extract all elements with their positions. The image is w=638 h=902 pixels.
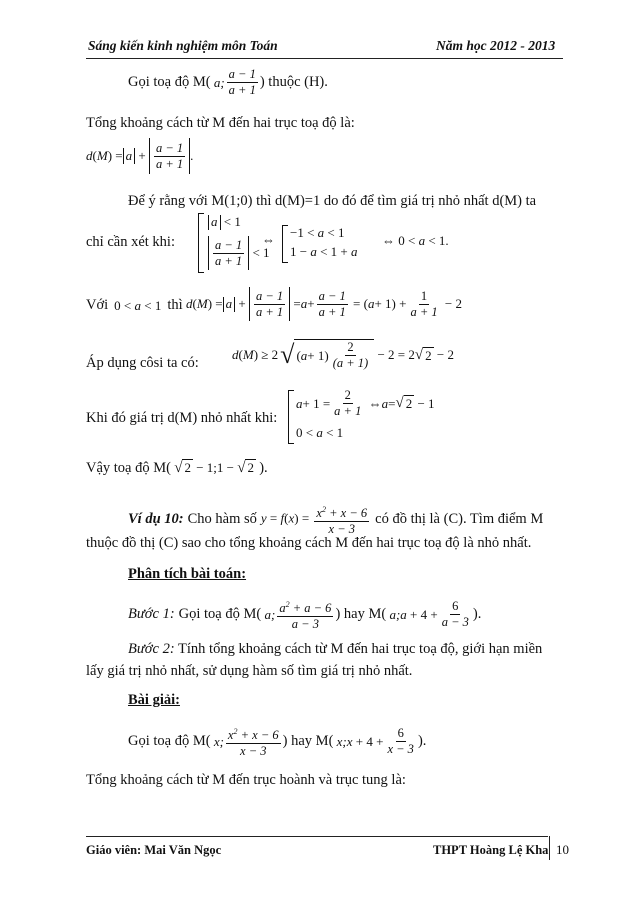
sol1-text: Gọi toạ độ M(: [128, 733, 211, 750]
system-row1: a < 1: [208, 214, 241, 230]
sol1-math2: x;x + 4 +: [333, 733, 384, 749]
min-row1: a + 1 = $\frac{2}{a + 1}$ ⇔ a = √ 2 − 1: [296, 388, 435, 418]
sol1-hay: ) hay M(: [282, 733, 334, 750]
min-row2: 0 < a < 1: [296, 425, 344, 440]
footer-divider: [549, 836, 550, 860]
solution-1: Gọi toạ độ M( x; $\frac{x^2 + x - 6}{x - 3}$ ) hay M( x;x + 4 + $\frac{6}{x - 3}$ ).: [128, 724, 426, 759]
footer-left: Giáo viên: Mai Văn Ngọc: [86, 843, 222, 857]
paragraph-result: [86, 460, 268, 477]
step-2: [128, 641, 542, 658]
with-cond: 0 < a < 1: [114, 297, 162, 313]
paragraph-min: Khi đó giá trị d(M) nhỏ nhất khi:: [86, 410, 278, 426]
step1-text: Gọi toạ độ M(: [178, 606, 262, 623]
footer-rule: [86, 836, 548, 837]
step2-text: Tính tổng khoảng cách từ M đến hai trục toạ độ, giới hạn miền: [178, 641, 543, 657]
sol1-end: ).: [417, 733, 427, 750]
solution-2: Tổng khoảng cách từ M đến trục hoành và trục tung là:: [86, 772, 406, 788]
equiv-1: ⇔: [262, 232, 275, 247]
paragraph-note: Để ý rằng với M(1;0) thì d(M)=1 do đó để tìm giá trị nhỏ nhất d(M) ta: [128, 193, 537, 209]
brace-left-1: [198, 213, 204, 273]
example-label: Ví dụ 10:: [128, 511, 184, 528]
example-function: y = f(x) = $\frac{x^2 + x - 6}{x - 3}$: [261, 502, 371, 537]
brace-left-2: [282, 225, 288, 263]
paragraph-consider: chỉ cần xét khi:: [86, 234, 175, 250]
then-label: thì: [167, 297, 183, 313]
header-right: Năm học 2012 - 2013: [436, 38, 556, 53]
paragraph-with: [86, 297, 183, 314]
example-line2: thuộc đồ thị (C) sao cho tổng khoảng cách M đến hai trục toạ độ là nhỏ nhất.: [86, 535, 532, 551]
page-number: 10: [556, 842, 569, 857]
header-left: Sáng kiến kinh nghiệm môn Toán: [88, 38, 278, 53]
step-1: Bước 1: Gọi toạ độ M( a; $\frac{a^2 + a - 6}{a - 3}$ ) hay M( a;a + 4 + $\frac{6}{a - 3}$ ).: [128, 597, 481, 632]
analysis-heading: Phân tích bài toán:: [128, 566, 247, 582]
step2-line2: lấy giá trị nhỏ nhất, sử dụng hàm số tìm giá trị nhỏ nhất.: [86, 663, 413, 679]
formula-with: d(M) = a + $\frac{a - 1}{a + 1}$ = a + $\frac{a - 1}{a + 1}$ = ( a + 1) + $\frac{1}{a + 1}$ − 2: [186, 287, 462, 321]
brace-left-3: [288, 390, 294, 444]
math-a: a;: [210, 74, 225, 90]
system2-row2: 1 − a < 1 + a: [290, 244, 358, 259]
coord-prefix: Gọi toạ độ M(: [128, 74, 211, 90]
result-value: √ 2 − 1;1 − √ 2: [174, 460, 254, 476]
formula-cosi: d(M) ≥ 2 √ ( a + 1) $\frac{2}{(a + 1)}$ − 2 = 2 √ 2 − 2: [232, 340, 454, 370]
solution-heading: Bài giải:: [128, 692, 180, 708]
coord-line: [128, 67, 328, 98]
result-suffix: ).: [259, 460, 268, 476]
example-text2: có đồ thị là (C). Tìm điểm M: [375, 511, 544, 528]
step1-label: Bước 1:: [128, 606, 175, 623]
paragraph-cosi: Áp dụng côsi ta có:: [86, 355, 199, 371]
result-prefix: Vậy toạ độ M(: [86, 460, 171, 476]
step2-label: Bước 2:: [128, 641, 175, 657]
coord-suffix: ) thuộc (H).: [259, 74, 328, 90]
sol1-math1: x;: [210, 733, 224, 749]
step1-hay: ) hay M(: [335, 606, 387, 623]
with-label: Với: [86, 297, 109, 313]
fraction: $\frac{a - 1}{a + 1}$: [228, 67, 256, 97]
paragraph-distance: Tổng khoảng cách từ M đến hai trục toạ độ là:: [86, 115, 355, 131]
system2-row1: −1 < a < 1: [290, 225, 345, 240]
formula-dm: d(M) = a + $\frac{a - 1}{a + 1}$ .: [86, 138, 193, 174]
system-row2: $\frac{a - 1}{a + 1}$ < 1: [208, 236, 270, 270]
equiv-2: ⇔ 0 < a < 1.: [382, 233, 449, 248]
step1-end: ).: [472, 606, 482, 623]
step1-math2: a;a + 4 +: [386, 606, 438, 622]
header-rule: [86, 58, 563, 59]
example-text1: Cho hàm số: [187, 511, 257, 528]
step1-math1: a;: [261, 606, 276, 622]
example-10: [128, 502, 543, 537]
footer-right: THPT Hoàng Lệ Kha: [433, 843, 549, 857]
